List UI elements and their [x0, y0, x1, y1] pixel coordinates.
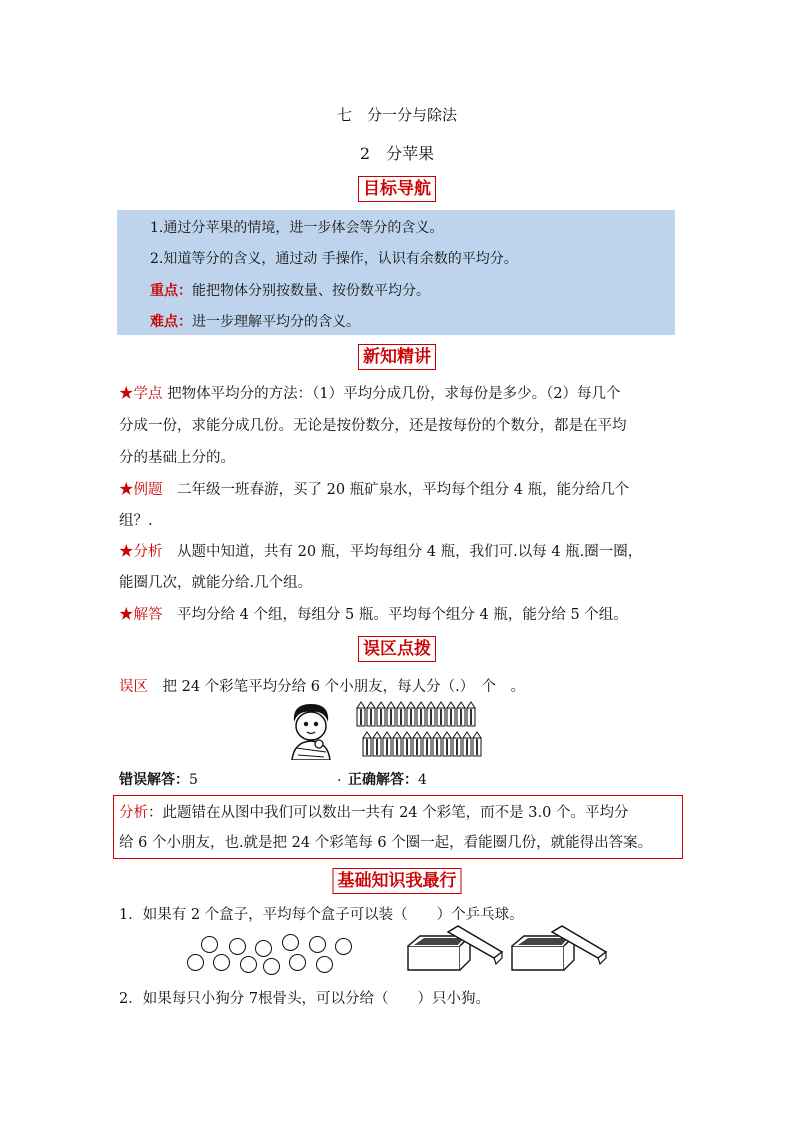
- box-illustration-2: [508, 924, 608, 974]
- ball: [263, 958, 280, 975]
- pencil-icon: [357, 702, 365, 726]
- child-illustration: [286, 700, 336, 760]
- right-answer-label: 正确解答：: [348, 772, 418, 788]
- pencils-illustration: [355, 700, 485, 760]
- box-illustration-1: [404, 924, 504, 974]
- ping-pong-balls: [185, 932, 355, 977]
- pencil-icon: [453, 732, 461, 756]
- pencil-icon: [447, 702, 455, 726]
- pencil-icon: [367, 702, 375, 726]
- pencil-icon: [387, 702, 395, 726]
- pitfall-analysis-label: 分析: [119, 805, 148, 821]
- key-point-text: 能把物体分别按数量、按份数平均分。: [192, 283, 430, 299]
- pitfall-label: 误区: [119, 679, 148, 695]
- pencil-icon: [443, 732, 451, 756]
- ball: [289, 954, 306, 971]
- study-point-label: ★学点: [119, 386, 163, 402]
- question-1: 1．如果有 2 个盒子，平均每个盒子可以装（ ）个乒乓球。: [119, 907, 524, 923]
- ball: [213, 954, 230, 971]
- pencil-icon: [423, 732, 431, 756]
- pencil-icon: [413, 732, 421, 756]
- ball: [255, 940, 272, 957]
- pencil-icon: [473, 732, 481, 756]
- right-answer: [348, 769, 427, 789]
- pitfall-analysis-line-1: [119, 801, 628, 822]
- ball: [229, 938, 246, 955]
- unit-title: 七 分一分与除法: [336, 106, 457, 124]
- section-pitfall-heading: 误区点拨: [358, 636, 436, 662]
- pencil-icon: [393, 732, 401, 756]
- ball: [240, 956, 257, 973]
- ball: [335, 938, 352, 955]
- pencil-icon: [363, 732, 371, 756]
- analysis-line-1: [119, 540, 642, 561]
- pencil-icon: [467, 702, 475, 726]
- study-point-line-2: 分成一份，求能分成几份。无论是按份数分，还是按每份的个数分，都是在平均: [119, 418, 627, 434]
- goal-item-1: 1.通过分苹果的情境，进一步体会等分的含义。: [150, 220, 444, 236]
- wrong-answer-value: 5: [189, 772, 198, 788]
- pencil-icon: [383, 732, 391, 756]
- pencil-icon: [373, 732, 381, 756]
- goal-item-2: 2.知道等分的含义，通过动 手操作，认识有余数的平均分。: [150, 251, 518, 267]
- goal-difficulty: [150, 311, 360, 331]
- pencil-icon: [437, 702, 445, 726]
- key-point-label: 重点：: [150, 283, 192, 299]
- section-basics-heading: 基础知识我最行: [333, 868, 462, 894]
- pencil-icon: [377, 702, 385, 726]
- dot-mark: .: [337, 769, 342, 785]
- section-goals-heading: 目标导航: [358, 176, 436, 202]
- pitfall-analysis-text: ：此题错在从图中我们可以数出一共有 24 个彩笔，而不是 3.0 个。平均分: [148, 805, 629, 821]
- example-text: 二年级一班春游，买了 20 瓶矿泉水，平均每个组分 4 瓶，能分给几个: [162, 482, 630, 498]
- ball: [282, 934, 299, 951]
- example-line-1: [119, 478, 629, 499]
- pencil-icon: [397, 702, 405, 726]
- pencil-icon: [463, 732, 471, 756]
- pitfall-question-text: 把 24 个彩笔平均分给 6 个小朋友，每人分（.） 个 。: [148, 679, 525, 695]
- analysis-line-2: 能圈几次，就能分给.几个组。: [119, 575, 313, 591]
- answer-label: ★解答: [119, 607, 163, 623]
- pencil-group: [355, 700, 485, 760]
- pencil-icon: [407, 702, 415, 726]
- answer-line: [119, 603, 628, 624]
- difficulty-text: 进一步理解平均分的含义。: [192, 314, 360, 330]
- ball: [201, 936, 218, 953]
- study-point-line-3: 分的基础上分的。: [119, 450, 235, 466]
- ball: [316, 956, 333, 973]
- right-answer-value: 4: [418, 772, 427, 788]
- analysis-text: 从题中知道，共有 20 瓶，平均每组分 4 瓶，我们可.以每 4 瓶.圈一圈，: [162, 544, 643, 560]
- wrong-answer-label: 错误解答：: [119, 772, 189, 788]
- pencil-icon: [433, 732, 441, 756]
- section-new-knowledge-heading: 新知精讲: [358, 344, 436, 370]
- ball: [187, 954, 204, 971]
- wrong-answer: [119, 769, 198, 789]
- goal-key-point: [150, 280, 430, 300]
- example-label: ★例题: [119, 482, 163, 498]
- pencil-icon: [427, 702, 435, 726]
- pencil-icon: [457, 702, 465, 726]
- study-point-line-1: [119, 382, 621, 403]
- ball: [309, 936, 326, 953]
- example-line-2: 组？.: [119, 513, 153, 529]
- answer-text: 平均分给 4 个组，每组分 5 瓶。平均每个组分 4 瓶，能分给 5 个组。: [162, 607, 628, 623]
- question-2: 2．如果每只小狗分 7根骨头，可以分给（ ）只小狗。: [119, 991, 491, 1007]
- pitfall-analysis-line-2: 给 6 个小朋友，也.就是把 24 个彩笔每 6 个圈一起，看能圈几份，就能得出答案。: [119, 835, 653, 851]
- lesson-title: 2 分苹果: [359, 144, 435, 163]
- pencil-icon: [403, 732, 411, 756]
- difficulty-label: 难点：: [150, 314, 192, 330]
- analysis-label: ★分析: [119, 544, 163, 560]
- pencil-icon: [417, 702, 425, 726]
- study-point-text: 把物体平均分的方法：（1）平均分成几份，求每份是多少。（2）每几个: [162, 386, 621, 402]
- pitfall-question: [119, 675, 525, 696]
